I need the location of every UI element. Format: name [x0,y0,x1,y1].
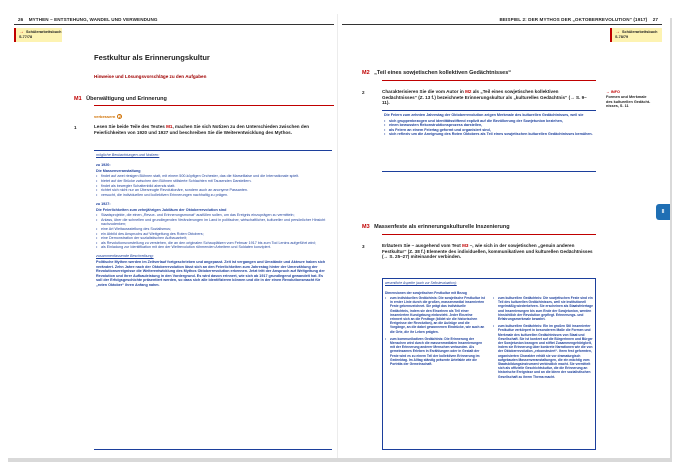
m1-rule [94,105,334,106]
answer-1927-sub: Die Feierlichkeiten zum zehnjährigen Jubiläum der Oktoberrevolution sind [96,207,227,212]
answer-intro: mögliche Beobachtungen und Notizen: [96,153,160,157]
page-subtitle: Hinweise und Lösungsvorschläge zu den Aufgaben [94,74,207,79]
list-item: • findet auf zwei riesigen Bühnen statt, mit einem 500-köpfigen Orchester, das die Marseillaise und die Internationale spielt. [96,174,330,179]
list-item: • bietet auf der Brücke zwischen den Bühnen stilisierte Schlachten mit Tausenden Darstellern. [96,179,330,184]
task2-text [382,89,594,106]
m3-title: Massenfeste als erinnerungskulturelle Inszenierung [374,224,510,230]
right-page-number: 27 [652,17,658,22]
list-item: • eine Art Weitaussstellung des Sozialismus; [96,227,330,232]
level-label [94,114,122,119]
answer-summary-head: zusammenfassende Beschreibung: [96,254,154,259]
book-spread [6,14,670,458]
answer-1920-head: zu 1920: [96,163,111,168]
task3-pre: Erläutern Sie – ausgehend vom Text [382,243,463,248]
m2-label: M2 [362,70,370,76]
list-item: • sich gruppenbezogen und identitätsstiftend explizit auf die Bevölkerung der Sowjetunion beziehen, [384,119,594,124]
left-sidebox [14,28,62,42]
sidebox-line1: Schülerarbeitsbuch [26,30,62,34]
level-text: verbessern [94,114,116,119]
m2-heading [362,70,511,76]
info-line: nisses, S. 11 [606,104,629,109]
arrow-icon: → [615,29,620,35]
answer-1927-head: zu 1927: [96,201,111,206]
list-item: • findet als bewegter Schattenbild abends statt. [96,184,330,189]
task1-number: 1 [74,125,77,130]
list-item: • zum kommunikativen Gedächtnis: Die Erinnerung der Menschen wird durch die massenmedialen Inszenierungen mit der Erinnerung anderer Menschen verbunden. Als gemeinsames Erleben in Erzählungen oder in Gestalt der Feste wird es zu einem Teil der kollektiven Erinnerung im Gedenktag. Im Alltag ständig präsente Artefakte wie die Porträts der Gemeinschaft. [385,337,485,366]
page-title: Festkultur als Erinnerungskultur [94,53,210,62]
task2-post: als „Teil eines sowjetischen kollektiven Gedächtnisses“ (Z. 13 f.) bezeichnete Erinnerungskultur als „kulturelles Gedächtnis“ (→ S. 9–11). [382,89,587,106]
right-header-rule [342,24,662,25]
list-item: • als Feiern an einem Feiertag geformt und organisiert sind, [384,128,594,133]
task2-answer [384,113,594,137]
m2-title: „Teil eines sowjetischen kollektiven Gedächtnisses“ [374,70,512,76]
answer2-list [384,119,594,137]
answer-summary: Politische Mythen werden im Zeitverlauf fortgeschrieben und angepasst. Zeit ist vergangen und Umstände und Akteure haben sich verändert. Zehn Jahre nach der Oktoberrevolution lässt sich an den Feierlichkeiten zum Jahrestag hinter der Umerzählung der Revolutionsereignisse die Weiterentwicklung des Mythos Oktoberrevolution erkennen. Jetzt tritt der Anspruch auf Weltgeltung der Revolution und ihrer Aufbauleistung in den Vordergrund. Es wird davon erinnert, wie sich ab 1917 grundlegend gewandelt hat. Es soll der Erfolgsgeschichte präsentiert werden, so dass sich alle identifizieren können und die in der einen Revolutionsmacht für „roten Oktober“ ihren Anfang nahm. [96,260,326,288]
list-item: • als Revolutionsvorstellung zu verstehen, die an den originalen Schauplätzen vom Februar 1917 bis zum Tod Lenins aufgeführt wird; [96,241,330,246]
sidebox-line1: Schülerarbeitsbuch [622,30,658,34]
task1-answer [96,153,330,289]
answer-1927-list [96,213,330,250]
list-item: • versucht, die individuellen und kollektiven Erinnerungen nachhaltig zu prägen. [96,193,330,198]
list-item: • sich reflexiv um die Aneignung des Roten Oktobers als Teil eines sowjetischen kulturellen Gedächtnisses bemühen. [384,132,594,137]
list-item: • eine Demonstration der sozialistischen Aufbauarbeit; [96,236,330,241]
answer3-col1 [385,296,485,379]
answer3-col2 [493,296,593,379]
answer-1920-list [96,174,330,197]
right-sidebox [610,28,662,42]
left-running-head-text: MYTHEN – ENTSTEHUNG, WANDEL UND VERWENDUNG [28,17,158,22]
task1-post: , machen Sie sich Notizen zu den Unterschieden zwischen den Feierlichkeiten von 1920 und 1927 und beschreiben Sie die Weiterentwicklung des Mythos. [94,124,310,135]
list-item: • Staatsprojekte, die einen „Revue- und Erinnerungsmonat“ ausfüllen sollen, um das Ereignis einzuprägen zu vermitteln; [96,213,330,218]
m1-heading [74,96,167,102]
answer3-columns [385,296,593,379]
list-item: • Anlass, über die schnellen und grundlegenden Veränderungen im Land in politischer, wirtschaftlicher, kultureller und persönlicher Hinsicht nachzudenken; [96,218,330,227]
list-item: • richtet sich nicht nur an Überzeugte Revolutionäre, sondern auch an anonyme Passanten. [96,188,330,193]
answer2-intro: Die Feiern zum zehnten Jahrestag der Oktoberrevolution zeigen Merkmale des kulturellen Gedächtnisses, weil sie [384,113,584,117]
answer3-head: Dimensionen der sowjetischen Festkultur mit Bezug [385,290,467,295]
m2-rule [382,80,596,81]
m1-title: Überwältigung und Erinnerung [86,96,167,102]
info-box [606,90,666,109]
sidebox-line2: S.77/78 [19,35,33,39]
list-item: • zum kulturellen Gedächtnis: Ein im großen Stil inszenierter Festkultur verkörpert in besonderem Maße die Formen und Merkmale des kulturellen Gedächtnisses von Staat und Gesellschaft. Sie ist konkret auf die Bürgerinnen und Bürger der Sowjetunion bezogen und stiftet Zusammengehörigkeit, indem sie Erinnerung über konkrete Narrationen wie die von der Oktoberrevolution „rekonstruiert“. Ihren fest geformten, organisierten Charakter erhält sie vor dramaturgisch aufgebauten Massenveranstaltungen, die ein mächtig vom Staatsbildungsinstrument verbindlich macht. Sie vermittelt sich als offizielle Geschichtskultur, die die Erinnerung an historische Ereignisse und an die Ideen der sozialistischen Gesellschaft zu ihrem Thema macht. [493,324,593,379]
list-item: • einen bewussten Rekonstruktionsprozess darstellen, [384,123,594,128]
chapter-tab: II [656,204,670,220]
m3-heading [362,224,510,230]
info-tag: → INFO [606,90,620,94]
list-item: • zum kulturellen Gedächtnis: Die sowjetischen Feste sind ein Teil des kulturellen Gedächtnisses, weil sie institutionell regelmäßig wiederkehren. Sie erscheinen als Staatsfeiertage und Inszenierungen bis zum Ende der Sowjetunion, werden hinsichtlich der Revolution gepflegt. Erinnerungs- und Erfahrungsmerkmale bewahrt. [493,296,593,321]
task2-pre: Charakterisieren Sie die vom Autor in [382,89,466,94]
task1-text [94,124,330,135]
answer-1920-sub: Die Massenveranstaltung [96,168,141,173]
left-running-head [14,17,158,24]
list-item: • ein Abbild des Anspruchs auf Weitgeltung des Roten Oktobers; [96,232,330,237]
right-running-head-text: BEISPIEL 2: DER MYTHOS DER „OKTOBERREVOLUTION“ (1917) [499,17,648,22]
task3-number: 3 [362,244,365,249]
left-page [6,14,338,458]
sidebox-line2: S.78/79 [615,35,629,39]
m3-label: M3 [362,224,370,230]
task2-number: 2 [362,90,365,95]
task2-m: M2 [465,89,472,94]
task3-post: –, wie sich in der sowjetischen „genuin anderen Festkultur“ (Z. 38 f.) Elemente des individuellen, kommunikativen und kulturellen Gedächtnisses (→ S. 25–27) miteinander verbinden. [382,243,593,260]
task3-m: M3 [462,243,469,248]
m1-label: M1 [74,96,82,102]
left-page-number: 26 [18,17,24,22]
task1-pre: Lesen Sie beide Teile des Textes [94,124,167,129]
left-header-rule [14,24,334,25]
answer3-intro: wesentliche Aspekte (auch zur Selbstevaluation): [385,281,457,285]
arrow-icon: → [19,29,24,35]
task1-m: M1 [166,124,173,129]
level-icon: 2 [118,115,121,119]
right-running-head [499,17,662,24]
info-line: Formen und Merkmale [606,94,647,99]
info-line: des kulturellen Gedächt- [606,99,651,104]
list-item: • zum individuellen Gedächtnis: Die sowjetische Festkultur ist in erster Linie durch die großen, massenmedial inszenierten Feste gekennzeichnet. Sie prägt das individuelle Gedächtnis, indem sie den Einzelnen als Teil einer inszenierten Kundgebung einbezieht. Jeder Einzelne erinnert sich an die Festtage (bildet sie die historischen Ereignisse der Revolution), an die Aufzüge und die Vorgänge, an die dabei gewonnenen Eindrücke, wie auch an die Orte, die ihr Leben prägten. [385,296,485,334]
list-item: • als Einladung zur Identifikation mit den der Weltrevolution rühmenden Arbeitern und Soldaten konzipiert. [96,245,330,250]
m3-rule [382,234,596,235]
task3-text [382,243,594,260]
task3-answer [385,281,593,379]
right-page [338,14,670,458]
